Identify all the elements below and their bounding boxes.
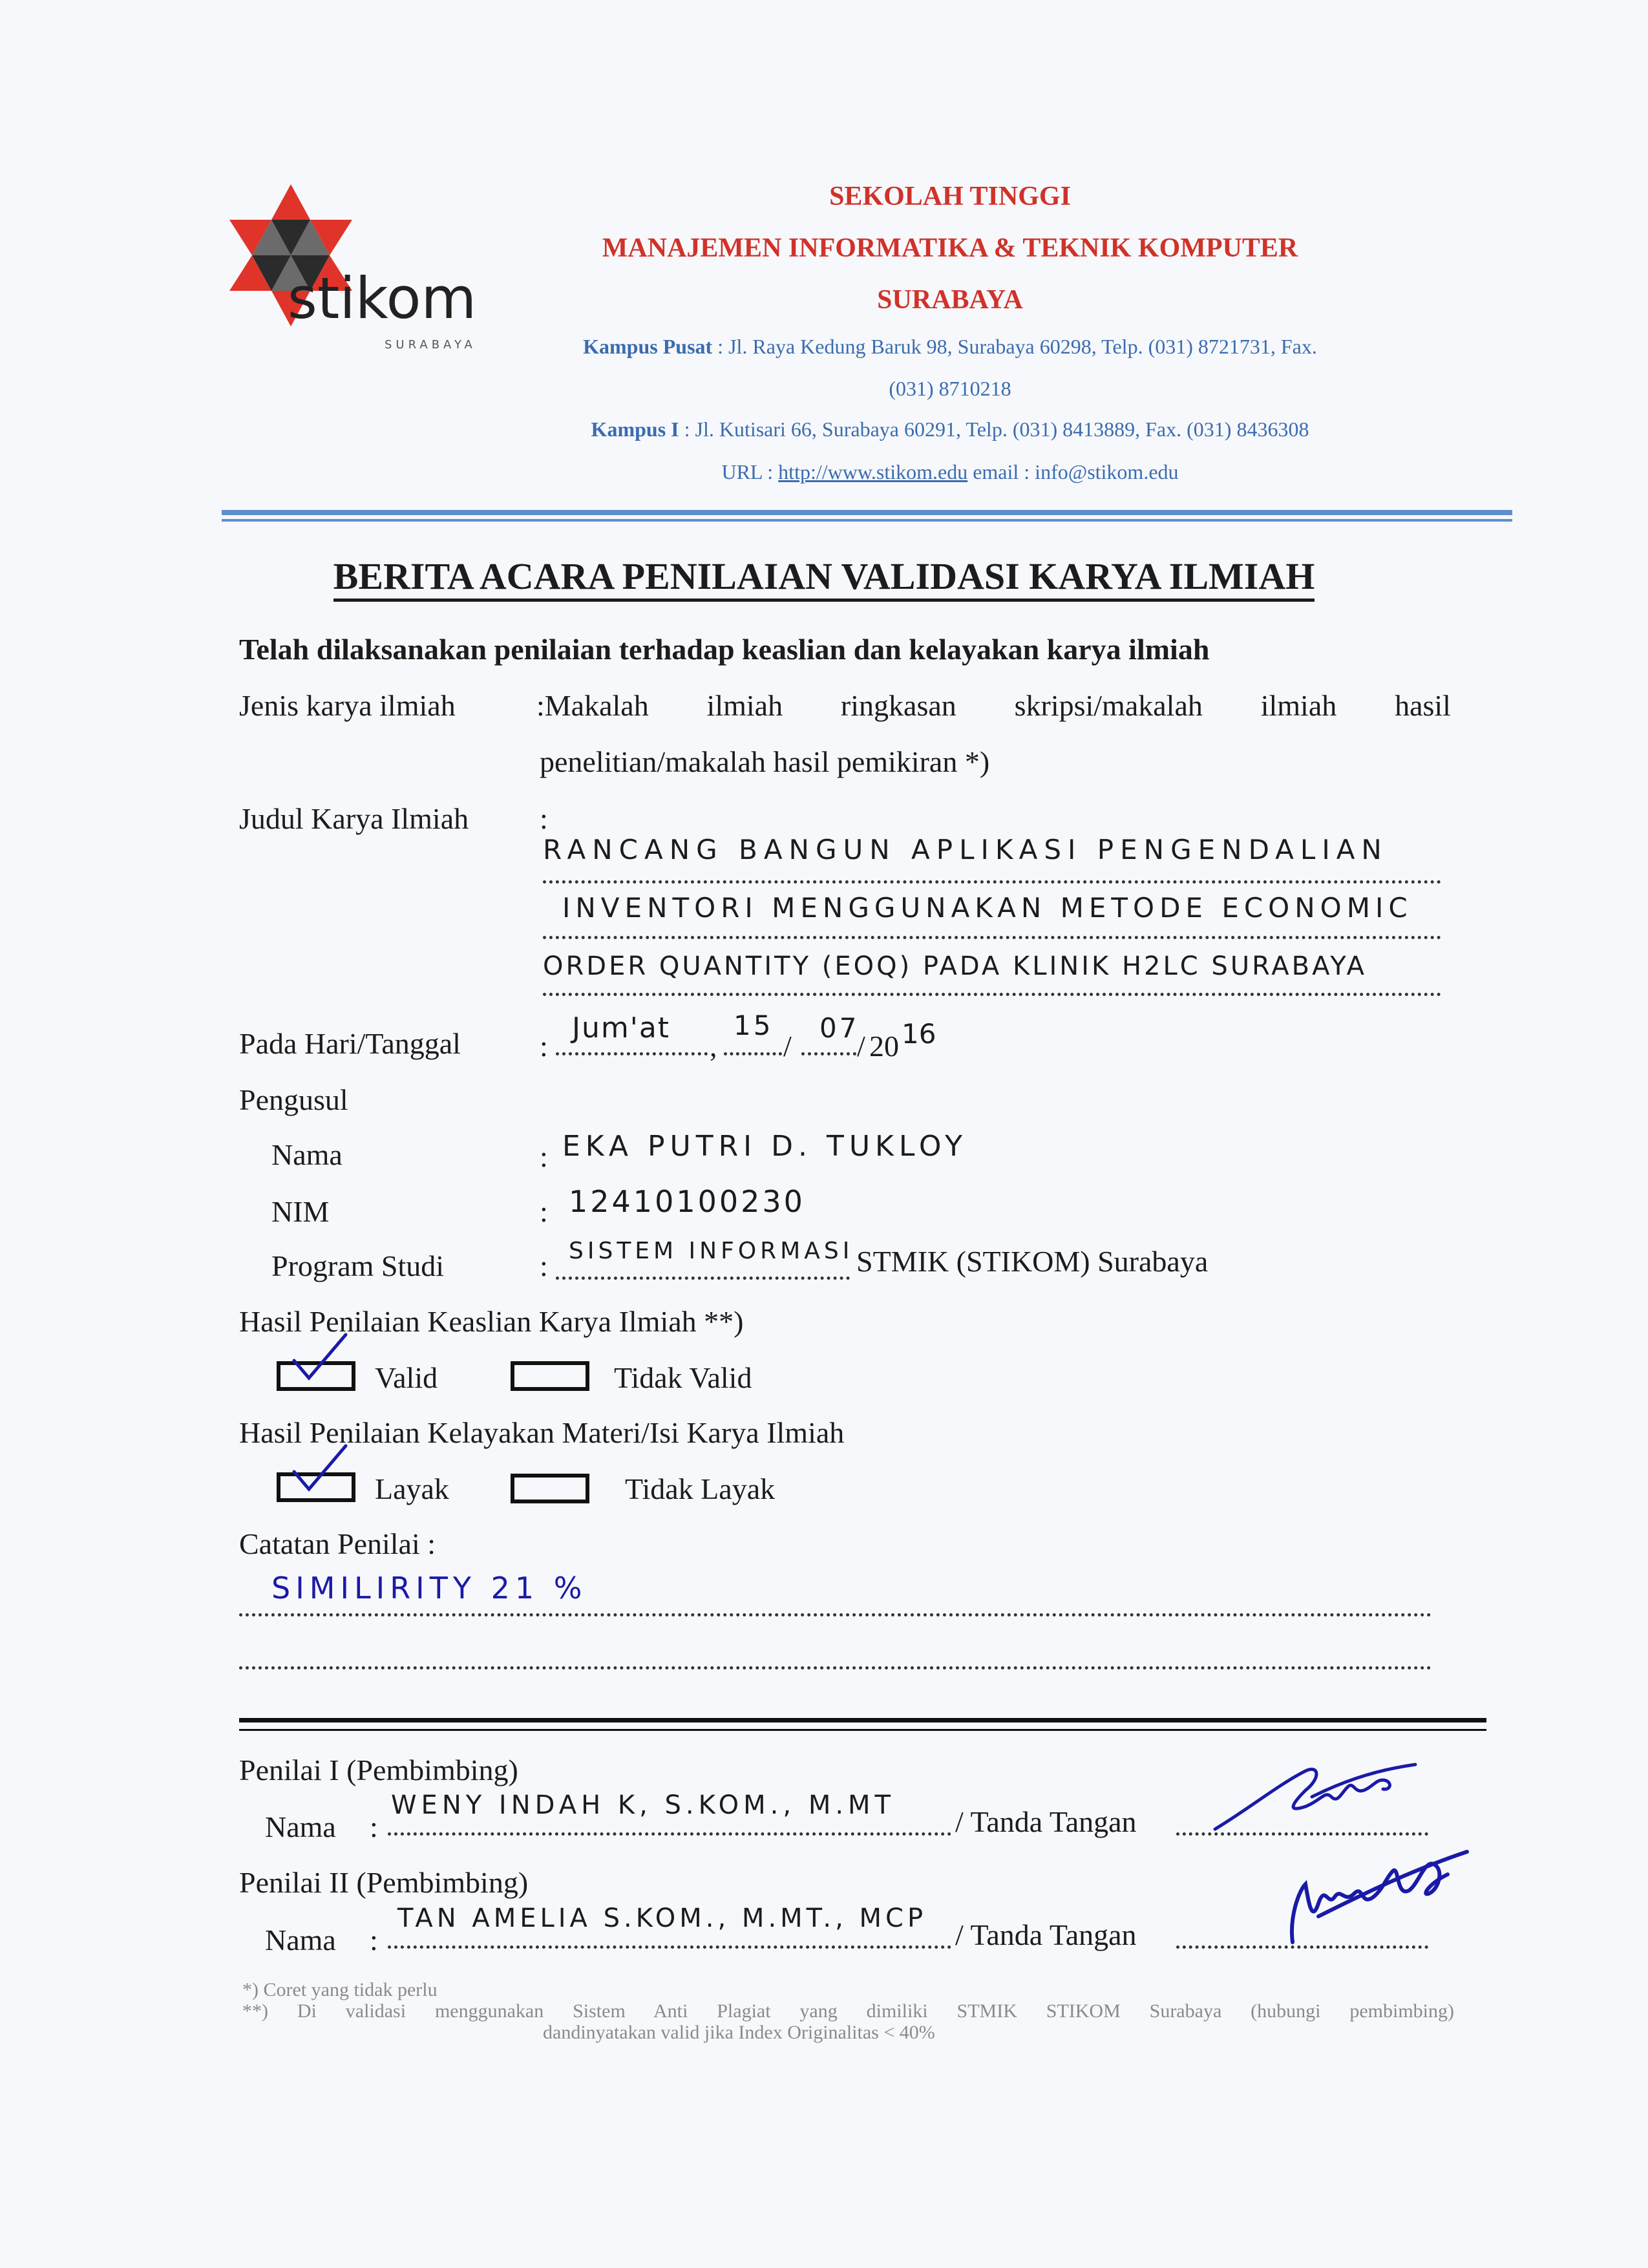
judul-label: Judul Karya Ilmiah — [239, 802, 469, 835]
checkmark-icon — [291, 1443, 349, 1494]
penilai1-label: Penilai I (Pembimbing) — [239, 1754, 518, 1786]
jenis-word: :Makalah — [536, 689, 649, 722]
tanggal-bln: 07 — [819, 1012, 860, 1044]
pengusul-prodi-value: SISTEM INFORMASI — [569, 1238, 854, 1264]
footnote-1: *) Coret yang tidak perlu — [242, 1979, 438, 2000]
section-divider-thin — [239, 1729, 1486, 1731]
keaslian-label: Hasil Penilaian Keaslian Karya Ilmiah **) — [239, 1305, 744, 1338]
judul-dotted-line1 — [543, 880, 1441, 884]
header-url-line — [517, 460, 1383, 484]
header-line2: MANAJEMEN INFORMATIKA & TEKNIK KOMPUTER — [602, 233, 1298, 263]
judul-dotted-line3 — [543, 993, 1441, 996]
penilai2-nama-label: Nama — [265, 1924, 336, 1956]
tidak-valid-checkbox[interactable] — [511, 1361, 589, 1391]
judul-line2: INVENTORI MENGGUNAKAN METODE ECONOMIC — [562, 892, 1413, 924]
penilai1-colon: : — [370, 1810, 378, 1843]
kampus-i-label: Kampus I — [591, 418, 679, 441]
section-divider — [239, 1718, 1486, 1722]
jenis-word: ringkasan — [840, 689, 956, 722]
pengusul-nama-colon: : — [540, 1140, 548, 1173]
pengusul-prodi-colon: : — [540, 1249, 548, 1282]
jenis-word: ilmiah — [1260, 689, 1337, 722]
penilai1-nama-label: Nama — [265, 1810, 336, 1843]
layak-label: Layak — [375, 1472, 449, 1505]
valid-label: Valid — [375, 1361, 438, 1394]
tanggal-label: Pada Hari/Tanggal — [239, 1027, 461, 1060]
header-divider-thin — [222, 519, 1512, 522]
tidak-layak-label: Tidak Layak — [625, 1472, 776, 1505]
jenis-word: skripsi/makalah — [1014, 689, 1203, 722]
pengusul-nim-label: NIM — [271, 1195, 330, 1228]
logo-subtext: SURABAYA — [385, 338, 476, 352]
tanggal-hari-dots — [556, 1052, 708, 1055]
penilai1-ttd-label: / Tanda Tangan — [955, 1805, 1137, 1838]
judul-line1: RANCANG BANGUN APLIKASI PENGENDALIAN — [543, 834, 1388, 865]
catatan-value: SIMILIRITY 21 % — [271, 1571, 587, 1606]
checkmark-icon — [291, 1331, 349, 1383]
jenis-word: ilmiah — [706, 689, 783, 722]
logo-text: stikom — [288, 265, 477, 332]
header-divider — [222, 510, 1512, 515]
footnote-2: **) Di validasi menggunakan Sistem Anti Plagiat yang dimiliki STMIK STIKOM Surabaya (hubungi pembimbing) — [242, 2000, 1454, 2022]
pengusul-nama-value: EKA PUTRI D. TUKLOY — [562, 1130, 967, 1163]
kampus-pusat-text: : Jl. Raya Kedung Baruk 98, Surabaya 60298, Telp. (031) 8721731, Fax. — [712, 335, 1317, 358]
tanggal-hari: Jum'at — [572, 1012, 671, 1044]
jenis-line2: penelitian/makalah hasil pemikiran *) — [540, 745, 990, 778]
signature-penilai2 — [1280, 1845, 1474, 1955]
document-title: BERITA ACARA PENILAIAN VALIDASI KARYA ILMIAH — [0, 555, 1648, 598]
footnote-3: dandinyatakan valid jika Index Originalitas < 40% — [543, 2022, 935, 2043]
judul-dotted-line2 — [543, 936, 1441, 939]
tanggal-sep1: , — [710, 1030, 717, 1063]
email-text: email : info@stikom.edu — [967, 460, 1179, 483]
document-subtitle: Telah dilaksanakan penilaian terhadap keaslian dan kelayakan karya ilmiah — [239, 633, 1210, 666]
penilai2-colon: : — [370, 1924, 378, 1956]
catatan-dotted-line2 — [239, 1666, 1431, 1669]
pengusul-prodi-label: Program Studi — [271, 1249, 445, 1282]
header-line1: SEKOLAH TINGGI — [829, 182, 1071, 211]
catatan-dotted-line1 — [239, 1613, 1431, 1616]
penilai2-label: Penilai II (Pembimbing) — [239, 1866, 529, 1899]
jenis-word: hasil — [1395, 689, 1451, 722]
penilai1-nama-value: WENY INDAH K, S.KOM., M.MT — [391, 1790, 895, 1820]
header-kampus-i — [517, 418, 1383, 441]
tanggal-tgl-dots — [724, 1052, 782, 1055]
signature-penilai1 — [1209, 1752, 1428, 1849]
jenis-label: Jenis karya ilmiah — [239, 689, 456, 722]
tanggal-colon: : — [540, 1030, 548, 1063]
tidak-valid-label: Tidak Valid — [614, 1361, 752, 1394]
tanggal-sep2: / — [783, 1030, 792, 1063]
pengusul-nama-label: Nama — [271, 1138, 343, 1171]
tanggal-tgl: 15 — [734, 1010, 774, 1041]
jenis-line1 — [536, 688, 1451, 723]
kampus-pusat-label: Kampus Pusat — [583, 335, 713, 358]
judul-line3: ORDER QUANTITY (EOQ) PADA KLINIK H2LC SURABAYA — [543, 951, 1368, 981]
header-kampus-pusat-fax: (031) 8710218 — [889, 377, 1011, 400]
website-link[interactable]: http://www.stikom.edu — [778, 460, 968, 483]
stikom-logo — [220, 175, 511, 362]
penilai2-nama-value: TAN AMELIA S.KOM., M.MT., MCP — [397, 1903, 927, 1933]
pengusul-label: Pengusul — [239, 1083, 348, 1116]
tanggal-tahun-prefix: 20 — [869, 1030, 899, 1063]
pengusul-nim-colon: : — [540, 1195, 548, 1228]
penilai2-ttd-label: / Tanda Tangan — [955, 1918, 1137, 1951]
prodi-dotted-line — [556, 1277, 850, 1280]
tidak-layak-checkbox[interactable] — [511, 1474, 589, 1503]
header-line3: SURABAYA — [877, 285, 1023, 315]
penilai2-dotted-line — [388, 1945, 951, 1949]
url-label: URL : — [721, 460, 779, 483]
pengusul-nim-value: 12410100230 — [569, 1184, 805, 1219]
tanggal-bln-dots — [801, 1052, 856, 1055]
judul-colon: : — [540, 802, 548, 835]
header-kampus-pusat — [517, 335, 1383, 359]
pengusul-prodi-suffix: STMIK (STIKOM) Surabaya — [856, 1245, 1209, 1278]
kelayakan-label: Hasil Penilaian Kelayakan Materi/Isi Karya Ilmiah — [239, 1416, 845, 1449]
tanggal-sep3: / — [857, 1030, 865, 1063]
tanggal-tahun-suffix: 16 — [902, 1018, 936, 1050]
catatan-label: Catatan Penilai : — [239, 1527, 436, 1560]
penilai1-dotted-line — [388, 1832, 951, 1836]
kampus-i-text: : Jl. Kutisari 66, Surabaya 60291, Telp. (031) 8413889, Fax. (031) 8436308 — [679, 418, 1309, 441]
